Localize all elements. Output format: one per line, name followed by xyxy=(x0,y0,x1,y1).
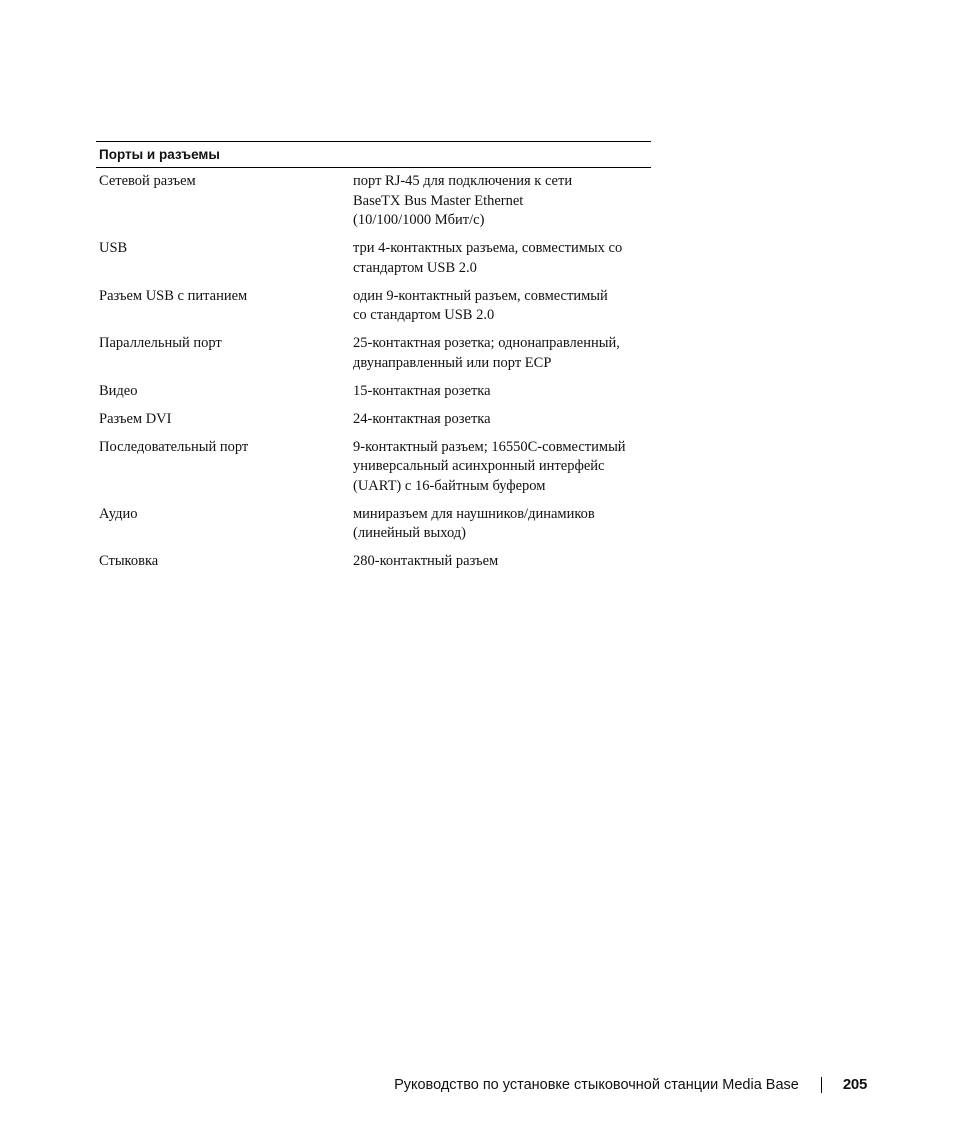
page-footer xyxy=(394,1076,867,1093)
row-value-line: BaseTX Bus Master Ethernet xyxy=(353,192,524,209)
row-value-line: 280-контактный разъем xyxy=(353,553,499,569)
table-row xyxy=(96,239,651,278)
row-value-line: три 4-контактных разъема, совместимых со xyxy=(353,240,623,256)
table-body xyxy=(96,168,651,572)
table-row xyxy=(96,438,651,497)
row-value-line: со стандартом USB 2.0 xyxy=(353,307,495,323)
row-label: Аудио xyxy=(99,505,138,522)
row-value-line: (10/100/1000 Мбит/с) xyxy=(353,212,485,228)
row-value-line: миниразъем для наушников/динамиков xyxy=(353,505,595,522)
row-value xyxy=(353,438,651,497)
table-row xyxy=(96,410,651,430)
table-row xyxy=(96,505,651,544)
row-label: Последовательный порт xyxy=(99,438,249,455)
table-title: Порты и разъемы xyxy=(96,141,651,168)
row-label: Разъем DVI xyxy=(99,410,172,427)
row-value-line: (линейный выход) xyxy=(353,525,466,541)
row-value-line: универсальный асинхронный интерфейс xyxy=(353,458,605,474)
row-value-line: 24-контактная розетка xyxy=(353,410,491,427)
row-value-line: 15-контактная розетка xyxy=(353,382,491,399)
table-row xyxy=(96,287,651,326)
row-value xyxy=(353,172,651,231)
row-value-line: двунаправленный или порт ECP xyxy=(353,354,552,371)
row-value xyxy=(353,239,651,278)
ports-connectors-table xyxy=(96,141,651,580)
table-row xyxy=(96,382,651,402)
row-label: Параллельный порт xyxy=(99,335,222,351)
row-value xyxy=(353,505,651,544)
row-value-line: один 9-контактный разъем, совместимый xyxy=(353,287,608,304)
table-row xyxy=(96,172,651,231)
table-row xyxy=(96,334,651,373)
row-value-line: порт RJ-45 для подключения к сети xyxy=(353,173,573,189)
row-value xyxy=(353,287,651,326)
row-label: Видео xyxy=(99,382,138,399)
row-value-line: 25-контактная розетка; однонаправленный, xyxy=(353,335,620,351)
footer-title: Руководство по установке стыковочной станции Media Base xyxy=(394,1076,799,1093)
footer-separator xyxy=(821,1077,822,1093)
row-value xyxy=(353,410,651,430)
row-value xyxy=(353,382,651,402)
row-value-line: 9-контактный разъем; 16550C-совместимый xyxy=(353,438,626,455)
row-value-line: стандартом USB 2.0 xyxy=(353,259,477,276)
row-value-line: (UART) с 16-байтным буфером xyxy=(353,477,546,494)
page-number: 205 xyxy=(842,1076,867,1093)
row-label: Разъем USB с питанием xyxy=(99,287,248,304)
row-value xyxy=(353,552,651,572)
row-label: Сетевой разъем xyxy=(99,173,196,189)
row-label: USB xyxy=(99,240,128,256)
row-label: Стыковка xyxy=(99,553,159,569)
table-row xyxy=(96,552,651,572)
row-value xyxy=(353,334,651,373)
